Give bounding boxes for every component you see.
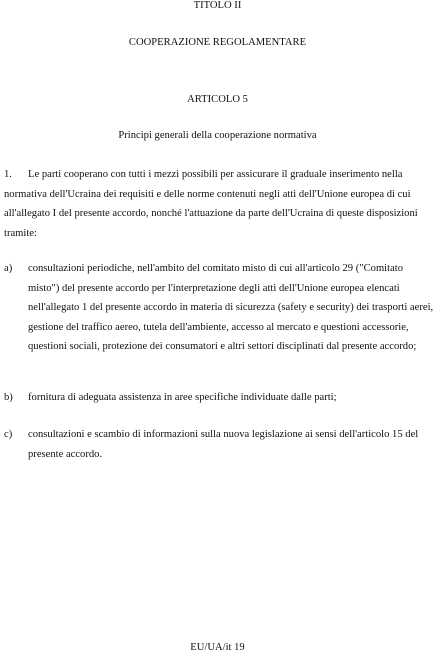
title: TITOLO II [193,0,242,11]
list-item-letter: b) [4,392,13,403]
list-item-letter: a) [4,263,13,274]
page-footer-reference: EU/UA/it 19 [190,642,245,653]
paragraph-1 [4,165,432,243]
list-item-letter: c) [4,429,13,440]
list-item-text: consultazioni e scambio di informazioni sulla nuova legislazione ai sensi dell'articolo 15 del presente accordo. [28,429,419,460]
list-item [4,425,434,464]
article-heading: ARTICOLO 5 [187,94,248,105]
article-subtitle: Principi generali della cooperazione normativa [118,130,317,141]
list-item-text: fornitura di adeguata assistenza in aree specifiche individuate dalle parti; [28,392,337,403]
list-item-text: consultazioni periodiche, nell'ambito del comitato misto di cui all'articolo 29 ("Comitato misto") del presente accordo per l'interpretazione degli atti dell'Unione europea elencati nell'allegato 1 del presente accordo in materia di sicurezza (safety e security) dei trasporti aerei, gestione del traffico aereo, tutela dell'ambiente, accesso al mercato e questioni accessorie, questioni sociali, protezione dei consumatori e altri settori disciplinati dal presente accordo; [28,263,434,352]
list-item [4,388,434,408]
paragraph-text: Le parti cooperano con tutti i mezzi possibili per assicurare il graduale inserimento nella normativa dell'Ucraina dei requisiti e delle norme contenuti negli atti dell'Unione europea di cui all'allegato I del presente accordo, nonché l'attuazione da parte dell'Ucraina di queste disposizioni tramite: [4,169,418,239]
section-heading: COOPERAZIONE REGOLAMENTARE [128,37,307,48]
paragraph-number: 1. [4,169,12,180]
list-item [4,259,434,357]
